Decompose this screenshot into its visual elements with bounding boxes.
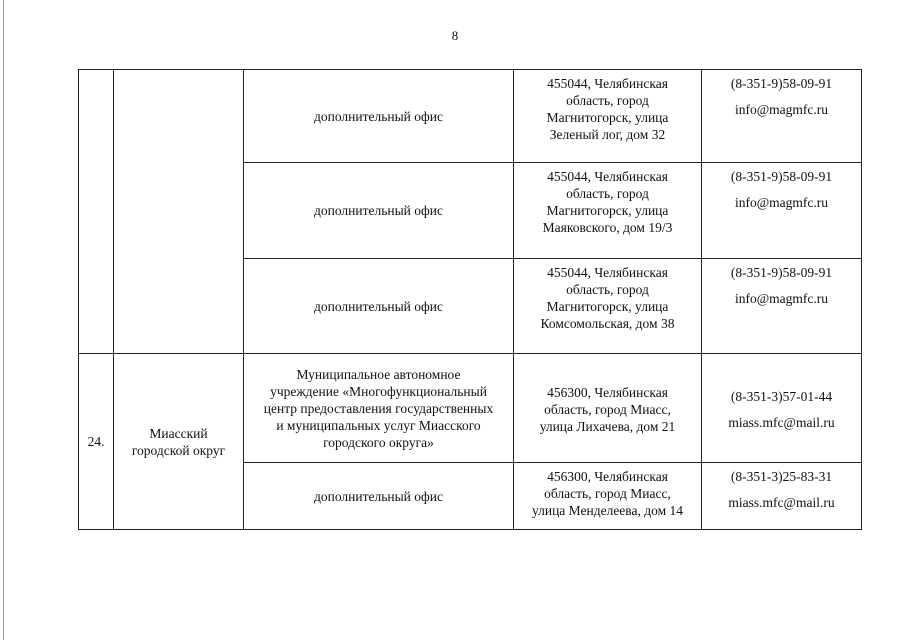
page-number: 8 bbox=[451, 28, 459, 43]
office-email: info@magmfc.ru bbox=[734, 291, 829, 306]
office-phone: (8-351-9)58-09-91 bbox=[730, 265, 833, 280]
office-type-cell: дополнительный офис bbox=[244, 163, 514, 259]
office-email: miass.mfc@mail.ru bbox=[728, 415, 835, 430]
office-contact-cell bbox=[702, 259, 862, 354]
office-address-cell: 455044, Челябинская область, город Магнитогорск, улица Зеленый лог, дом 32 bbox=[514, 70, 702, 163]
office-phone: (8-351-3)57-01-44 bbox=[730, 389, 833, 404]
office-type-cell: дополнительный офис bbox=[244, 259, 514, 354]
table-row bbox=[79, 70, 862, 163]
office-contact-cell bbox=[702, 463, 862, 530]
page-left-edge bbox=[3, 0, 4, 640]
office-address-cell: 456300, Челябинская область, город Миасс, улица Менделеева, дом 14 bbox=[514, 463, 702, 530]
office-contact-cell bbox=[702, 354, 862, 463]
office-contact-cell bbox=[702, 70, 862, 163]
row-number-cell: 24. bbox=[79, 354, 114, 530]
row-number-cell bbox=[79, 70, 114, 354]
office-type-cell: Муниципальное автономное учреждение «Многофункциональный центр предоставления государственных и муниципальных услуг Миасского городского округа» bbox=[244, 354, 514, 463]
table-row bbox=[79, 354, 862, 463]
municipality-cell bbox=[114, 70, 244, 354]
municipality-cell: Миасский городской округ bbox=[114, 354, 244, 530]
office-phone: (8-351-9)58-09-91 bbox=[730, 76, 833, 91]
office-email: info@magmfc.ru bbox=[734, 102, 829, 117]
office-address-cell: 455044, Челябинская область, город Магнитогорск, улица Маяковского, дом 19/3 bbox=[514, 163, 702, 259]
office-email: info@magmfc.ru bbox=[734, 195, 829, 210]
office-address-cell: 455044, Челябинская область, город Магнитогорск, улица Комсомольская, дом 38 bbox=[514, 259, 702, 354]
mfc-offices-table bbox=[78, 69, 862, 530]
office-phone: (8-351-9)58-09-91 bbox=[730, 169, 833, 184]
office-type-cell: дополнительный офис bbox=[244, 70, 514, 163]
office-type-cell: дополнительный офис bbox=[244, 463, 514, 530]
office-phone: (8-351-3)25-83-31 bbox=[730, 469, 833, 484]
office-contact-cell bbox=[702, 163, 862, 259]
office-address-cell: 456300, Челябинская область, город Миасс, улица Лихачева, дом 21 bbox=[514, 354, 702, 463]
office-email: miass.mfc@mail.ru bbox=[728, 495, 835, 510]
